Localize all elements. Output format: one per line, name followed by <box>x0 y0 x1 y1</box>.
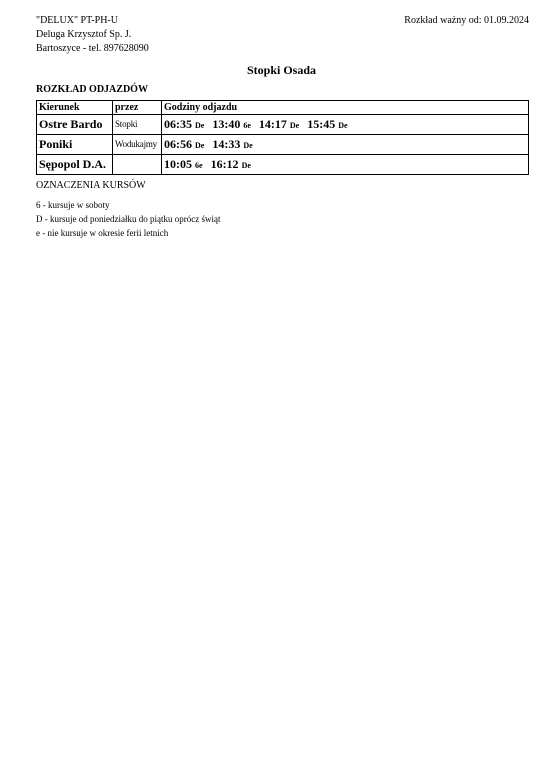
departure-time: 06:56 <box>164 137 192 151</box>
departure-mark: 6e <box>243 121 251 130</box>
section-title: ROZKŁAD ODJAZDÓW <box>36 84 148 95</box>
legend-title: OZNACZENIA KURSÓW <box>36 180 146 191</box>
departure-mark: 6e <box>195 161 203 170</box>
direction-cell: Sępopol D.A. <box>37 155 113 175</box>
departure-mark: De <box>338 121 348 130</box>
table-row <box>37 115 529 135</box>
stop-name: Stopki Osada <box>246 63 317 77</box>
departure-mark: De <box>241 161 251 170</box>
carrier-address: Bartoszyce - tel. 897628090 <box>36 43 149 54</box>
via-cell: Stopki <box>113 115 162 135</box>
via-cell: Wodukajmy <box>113 135 162 155</box>
departure-time: 15:45 <box>307 117 336 131</box>
validity-date: Rozkład ważny od: 01.09.2024 <box>404 15 529 26</box>
carrier-company: Deluga Krzysztof Sp. J. <box>36 29 132 40</box>
departures-table <box>36 100 529 175</box>
departure-time: 16:12 <box>210 157 239 171</box>
departure-mark: De <box>195 141 205 150</box>
legend-item: D - kursuje od poniedziałku do piątku oprócz świąt <box>36 214 221 224</box>
direction-cell: Poniki <box>37 135 113 155</box>
departure-mark: De <box>195 121 205 130</box>
departures-cell <box>162 115 529 135</box>
departures-cell <box>162 135 529 155</box>
header-direction: Kierunek <box>37 101 113 115</box>
departure-mark: De <box>243 141 253 150</box>
departure-time: 06:35 <box>164 117 192 131</box>
departure-time: 13:40 <box>212 117 241 131</box>
legend-list <box>36 198 220 240</box>
departure-time: 14:33 <box>212 137 241 151</box>
departures-cell <box>162 155 529 175</box>
header-times: Godziny odjazdu <box>162 101 529 115</box>
header-via: przez <box>113 101 162 115</box>
carrier-info <box>36 14 149 56</box>
table-row <box>37 135 529 155</box>
direction-cell: Ostre Bardo <box>37 115 113 135</box>
table-row <box>37 155 529 175</box>
legend-item: 6 - kursuje w soboty <box>36 200 110 210</box>
table-header-row <box>37 101 529 115</box>
via-cell <box>113 155 162 175</box>
carrier-name: "DELUX" PT-PH-U <box>36 15 118 26</box>
departure-time: 14:17 <box>258 117 287 131</box>
departure-mark: De <box>289 121 300 130</box>
legend-item: e - nie kursuje w okresie ferii letnich <box>36 228 169 238</box>
departure-time: 10:05 <box>164 157 192 171</box>
